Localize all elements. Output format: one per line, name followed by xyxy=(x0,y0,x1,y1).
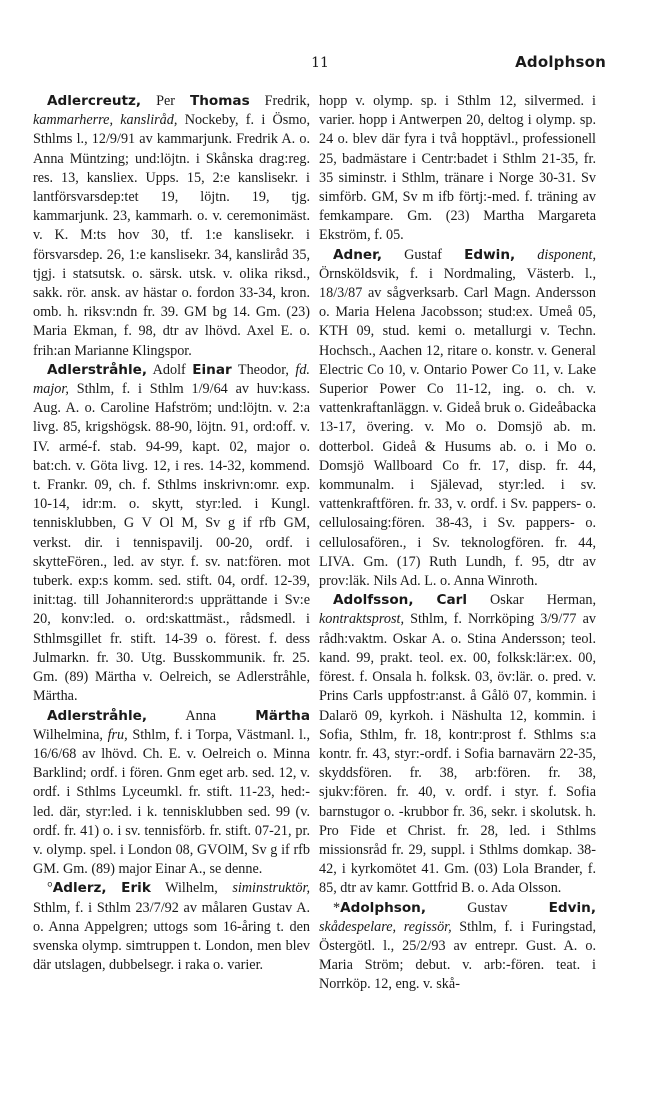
entry-title: fru, xyxy=(107,726,128,743)
entry-surname: Adlerstråhle, xyxy=(47,361,148,378)
left-column xyxy=(33,92,310,975)
entry-call-name: Thomas xyxy=(189,93,250,109)
biography-entry xyxy=(33,361,310,707)
entry-body: Örnsköldsvik, f. i Nordmaling, Västerb. l., 18/3/87 av sågverksarb. Carl Magn. Andersson o. Maria Helena Jacobsson; stud:ex. Umeå 05, KTH 09, stud. kemi o. metallurgi v. Techn. Hochsch., Aachen 12, ritare o. konstr. v. General Electric Co 10, v. Ontario Power Co 11, v. Lake Superior Power Co 11-12, ing. o. ch. v. vattenkraftanläggn. v. Gideå bruk o. Gideåbacka 13-17, övering. v. Mo o. Domsjö ab. m. dotterbol. Gideå & Husums ab. o. i Mo o. Domsjö Wallboard Co fr. 17, disp. fr. 44, kommunalm. i Själevad, styr:led. i sv. vattenkraftfören. fr. 33, v. ordf. i Sv. pappers- o. cellulosaing:fören. 38-43, i Sv. pappers- o. cellulosafören., i Sv. teknologfören. fr. 44, LIVA. Gm. (17) Ruth Lundh, f. 95, dtr av prov:läk. Nils Ad. L. o. Anna Winroth. xyxy=(319,265,596,590)
entry-surname: Adlerz, xyxy=(52,880,107,897)
entry-call-name: Erik xyxy=(121,880,151,897)
entry-given-names-rest: Wilhelmina, xyxy=(33,726,108,743)
biography-entry xyxy=(319,246,596,592)
entry-given-names-rest: Fredrik, xyxy=(249,93,310,109)
entry-title: fd. major, xyxy=(33,361,310,398)
page-number: 11 xyxy=(311,55,329,71)
entry-given-names xyxy=(107,880,122,896)
entry-call-name: Märtha xyxy=(255,707,310,724)
entry-body: Nockeby, f. i Ösmo, Sthlms l., 12/9/91 av kammarjunk. Fredrik A. o. Anna Müntzing; und:löjtn. i Skånska drag:reg. res. 13, kansliex. Upps. 15, 2:e kanslisekr. i lantförsvarsdep:tet 19, löjtn. 19, tjg. kammarjunk. 23, kammarh. o. v. ceremonimäst. v. K. M:ts hov 30, tf. 1:e kanslisekr. i försvarsdep. 26, 1:e kanslisekr. 34, kansliråd 35, tjgj. i statsutsk. o. särsk. utsk. v. olika riksd., sakk. rör. ansk. av hästar o. fordon 33-34, kron. omb. h. riksv:ndn fr. 39. GM bg 14. Gm. (23) Maria Ekman, f. 98, dtr av lhövd. Axel E. o. frih:an Marianne Klingspor. xyxy=(33,112,311,359)
entry-title: kontraktsprost, xyxy=(319,611,404,628)
entry-call-name: Edvin, xyxy=(548,899,596,916)
entry-title: skådespelare, regissör, xyxy=(319,918,452,935)
entry-given-names: Gustav xyxy=(426,899,549,916)
entry-call-name: Einar xyxy=(192,361,232,378)
entry-body: hopp v. olymp. sp. i Sthlm 12, silvermed. i varier. hopp i Antwerpen 20, deltog i olymp. sp. 24 o. blev där fyra i två hopptävl., professionell 25, badmästare i Centr:badet i Sthlm 21-35, fr. 35 siminstr. i Sthlm, tränare i Norge 30-31. Sv simförb. GM, Sv m ifb förtj:-med. f. träning av femkampare. Gm. (23) Martha Margareta Ekström, f. 05. xyxy=(319,93,596,244)
entry-body: Sthlm, f. i Torpa, Västmanl. l., 16/6/68 av lhövd. Ch. E. v. Oelreich o. Minna Barklind; ordf. i fören. Gnm eget arb. sed. 12, v. ordf. i Sthlms Lyceumkl. fr. stift. 11-23, hed:-led. där, styr:led. i k. tennisklubben sed. 99 (v. ordf. fr. 41) o. i sv. tennisförb. fr. stift. 07-21, pr. v. olymp. spel. i London 08, GVOlM, Sv g if rfb GM. Gm. (89) major Einar A., se denne. xyxy=(33,726,310,878)
entry-marker: ° xyxy=(47,880,53,897)
entry-given-names-rest: Wilhelm, xyxy=(150,880,233,897)
entry-title: kammarherre, kansliråd, xyxy=(33,112,178,129)
biography-entry xyxy=(319,899,596,995)
entry-body: Sthlm, f. i Sthlm 1/9/64 av huv:kass. Aug. A. o. Caroline Hafström; und:löjtn. v. 2:a livg. 85, krigshögsk. 88-90, löjtn. 91, ord:off. v. IV. armé-f. stab. 94-99, kapt. 02, major o. bat:ch. v. Göta livg. 12, i res. 14-32, kommend. t. Frankr. 09, ch. f. Sthlms inskrivn:omr. exp. 10-14, idr:m. o. skytt, styr:led. i Kungl. tennisklubben, G V Ol M, Sv g if rfb GM, verkst. dir. i tennispavilj. 00-20, ordf. i skytteFören., led. av styr. f. sv. nat:fören. mot tuberk. exp:s komm. sed. stift. 04, ordf. 12-39, init:tag. till Johanniterord:s upprättande i Sv:e 20, konv:led. o. ord:skattmäst., rådsmedl. i Sthlmsgillet fr. stift. 14-39 o. förest. f. dess Julmarkn. fr. 30. Utg. Busskommunik. fr. 25. Gm. (89) Märtha v. Oelreich, se Adlerstråhle, Märtha. xyxy=(33,381,310,705)
entry-given-names: Anna xyxy=(147,707,256,724)
entry-surname: Adlercreutz, xyxy=(47,93,142,109)
entry-marker: * xyxy=(333,899,341,916)
biography-entry xyxy=(319,591,596,898)
entry-body: Sthlm, f. i Furingstad, Östergötl. l., 25/2/93 av entrepr. Gust. A. o. Maria Ström; debut. v. arb:-fören. teat. i Norrköp. 12, eng. v. skå- xyxy=(319,918,596,993)
biography-entry xyxy=(33,879,310,975)
entry-body: Sthlm, f. i Sthlm 23/7/92 av målaren Gustav A. o. Anna Appelgren; uttogs som 16-åring t. den svenska olymp. simtruppen t. London, men blev där utslagen, dubbelsegr. i raka o. varier. xyxy=(33,899,310,974)
entry-given-names: Adolf xyxy=(147,361,193,378)
biography-entry xyxy=(33,92,310,361)
entry-surname: Adlerstråhle, xyxy=(47,707,148,724)
entry-call-name: Edwin, xyxy=(464,246,516,263)
entry-continuation xyxy=(319,92,596,246)
entry-title: disponent, xyxy=(537,246,597,263)
entry-title: siminstruktör, xyxy=(232,880,310,897)
entry-given-names-rest: Theodor, xyxy=(231,361,296,378)
entry-given-names-rest xyxy=(515,247,537,263)
entry-given-names: Gustaf xyxy=(382,246,465,263)
entry-given-names xyxy=(414,592,437,608)
entry-body: Sthlm, f. Norrköping 3/9/77 av rådh:vaktm. Oskar A. o. Stina Andersson; teol. kand. 99, prakt. teol. ex. 00, folksk:lär:ex. 00, förest. f. Onsala h. folksk. 03, öv:lär. o. pred. v. Prins Carls uppfostr:anst. å Gålö 07, kommin. i Dalarö 09, kyrkoh. i Näshulta 12, kommin. i Sofia, Sthlm, fr. 18, kontr:prost f. Sthlms s:a kontr. fr. 43, styr:-ordf. i Sofia barnavärn 22-35, skyddsfören. fr. 38, arb:fören. fr. 38, sjukv:fören. fr. 40, v. ordf. i styr. f. Sofia barnstugor o. -krubbor fr. 36, sekr. i skolutsk. h. Pro Fide et Christ. fr. 28, led. i Sthlms missionsråd fr. 29, suppl. i Sthlms domkap. 38-42, i kyrkomötet 41. Gm. (03) Lola Brander, f. 85, dtr av kamr. Gottfrid B. o. Ada Olsson. xyxy=(319,611,596,897)
running-head: Adolphson xyxy=(515,53,606,71)
entry-given-names: Per xyxy=(141,93,190,109)
entry-surname: Adolphson, xyxy=(340,899,427,916)
entry-surname: Adner, xyxy=(333,246,383,263)
entry-call-name: Carl xyxy=(436,592,467,609)
entry-surname: Adolfsson, xyxy=(333,592,414,609)
entry-given-names-rest: Oskar Herman, xyxy=(467,592,597,609)
biography-entry xyxy=(33,707,310,880)
right-column xyxy=(319,92,596,995)
